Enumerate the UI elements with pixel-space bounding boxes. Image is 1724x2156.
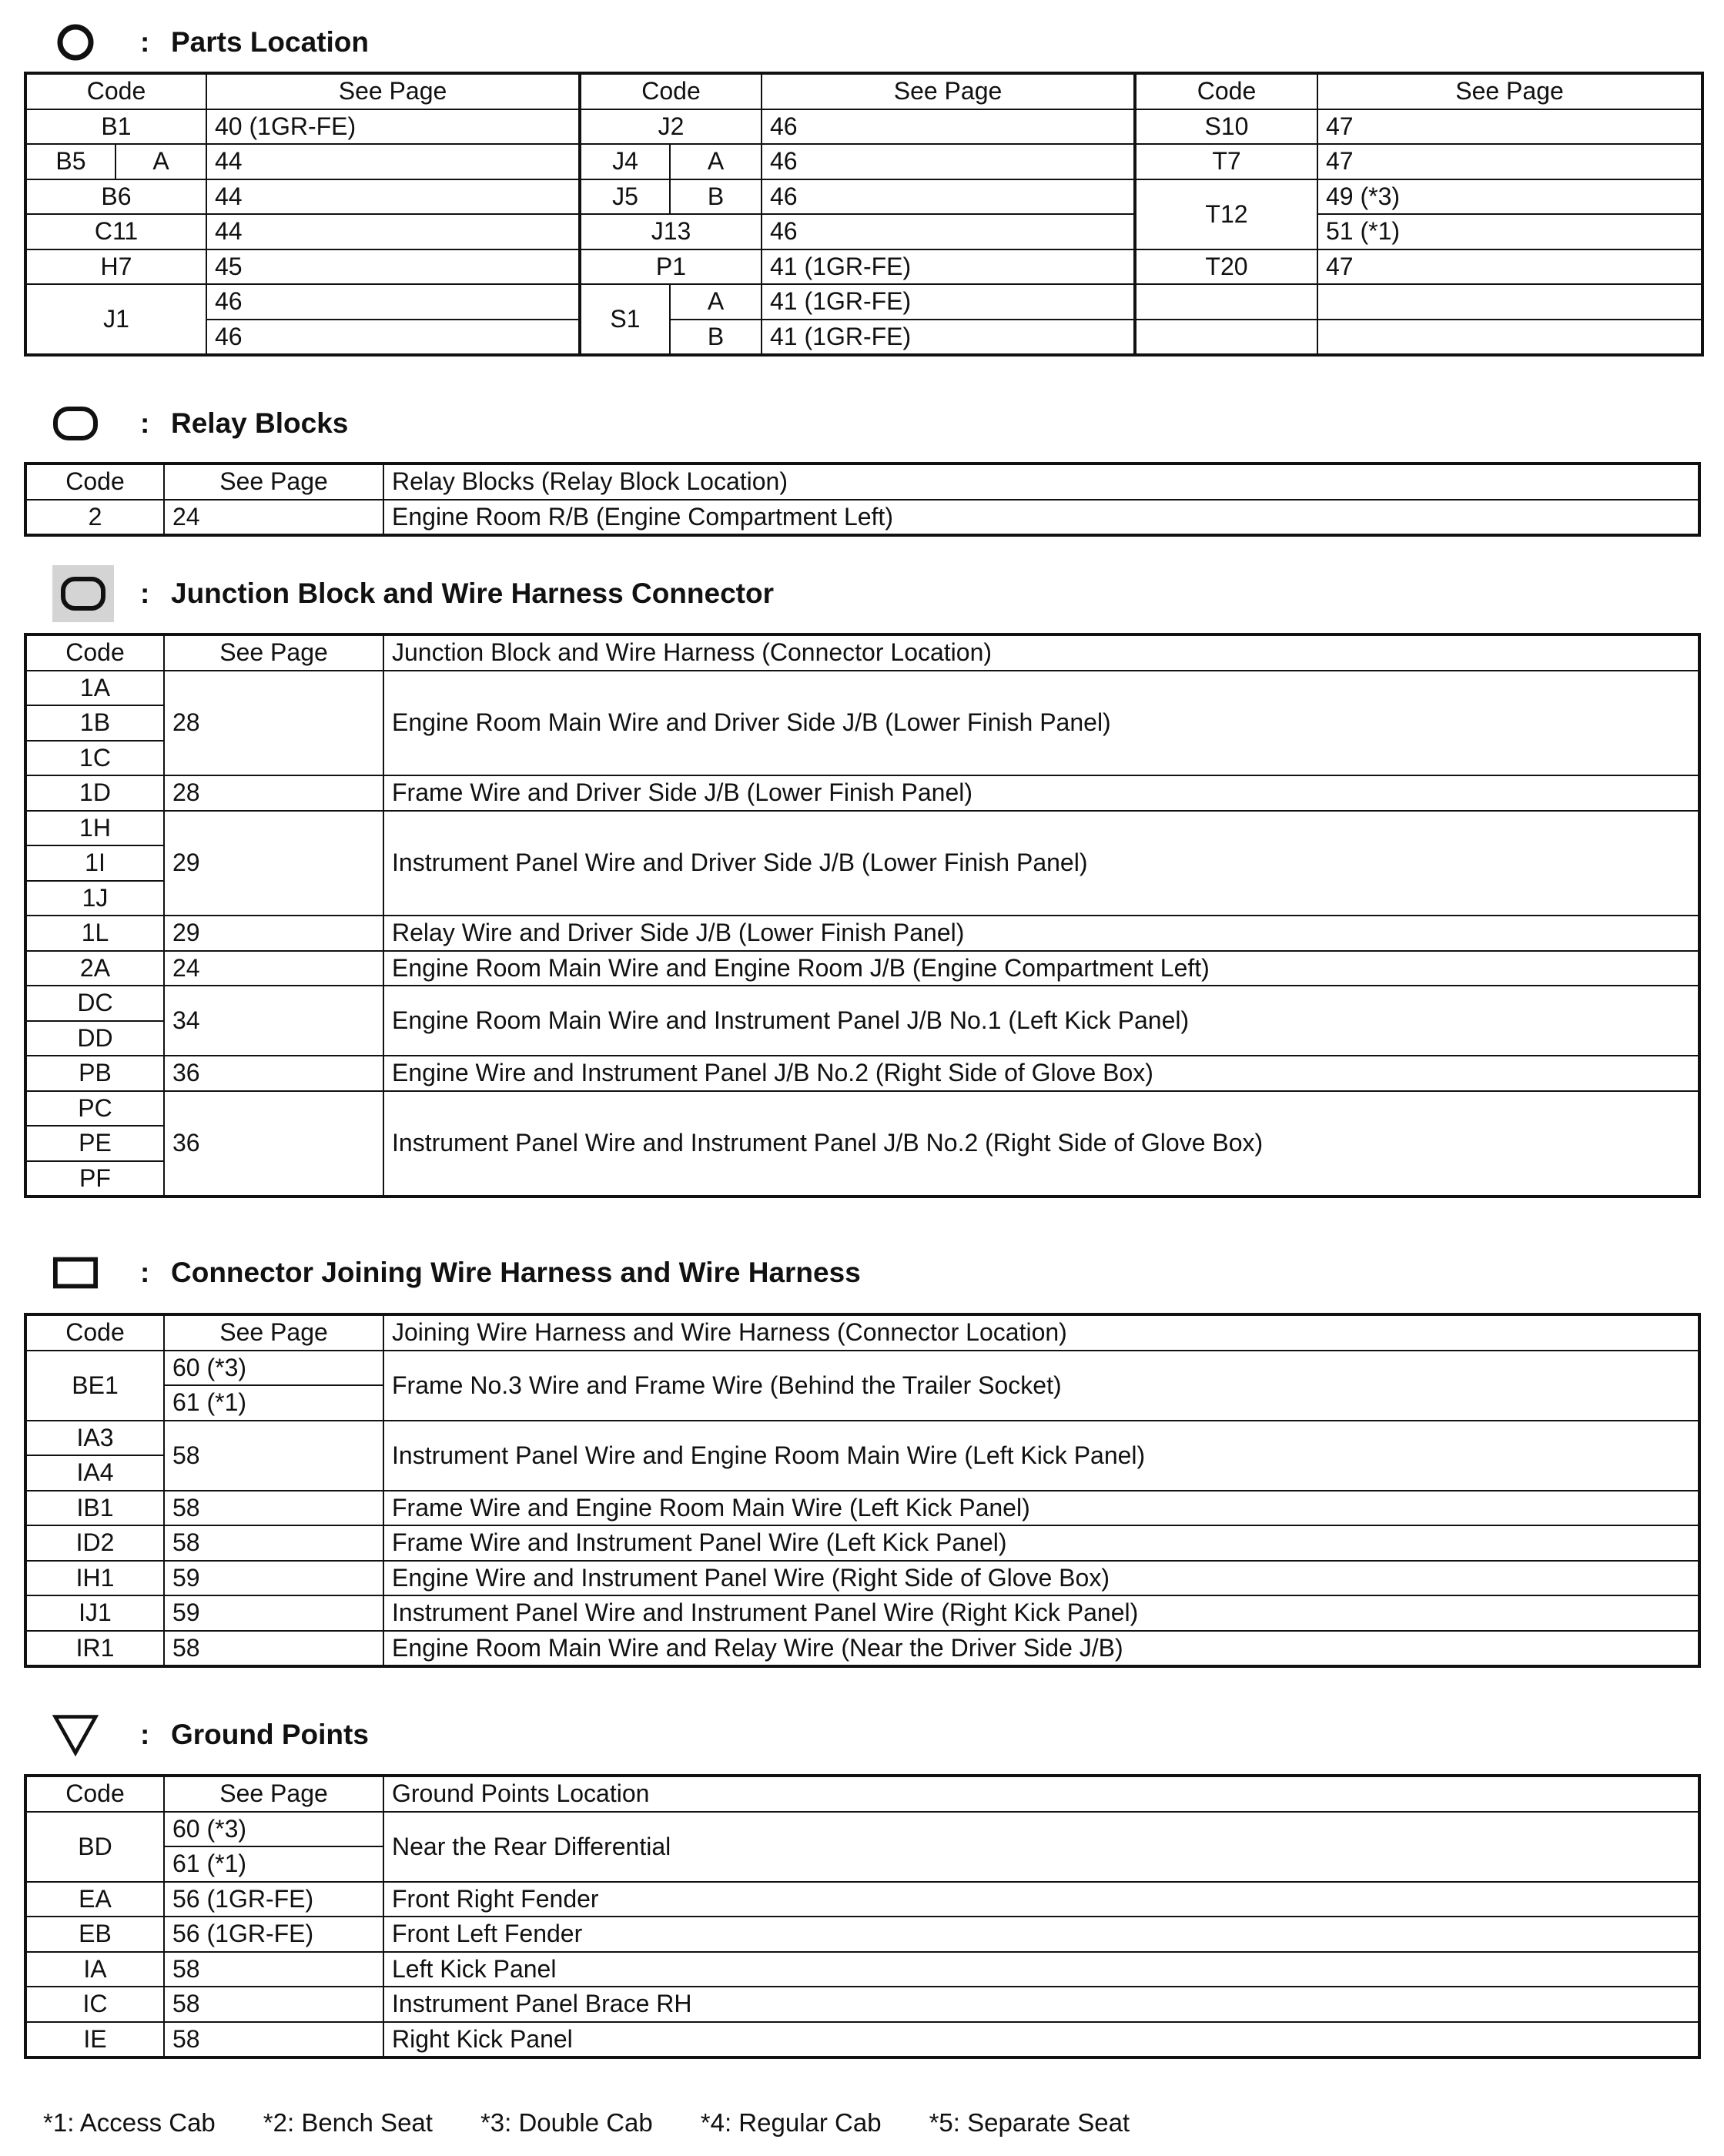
footnote: *5: Separate Seat	[929, 2108, 1130, 2137]
page-cell: 47	[1317, 249, 1702, 285]
page-cell: 40 (1GR-FE)	[206, 109, 580, 145]
page-cell: 45	[206, 249, 580, 285]
code-cell: J1	[25, 284, 206, 355]
page-cell: 46	[206, 284, 580, 320]
table-row	[25, 320, 1702, 356]
page-cell: 46	[762, 109, 1135, 145]
page-cell: 44	[206, 144, 580, 179]
header-see-page: See Page	[164, 1776, 383, 1812]
location-cell: Right Kick Panel	[383, 2022, 1699, 2058]
location-cell: Engine Room Main Wire and Instrument Panel J/B No.1 (Left Kick Panel)	[383, 986, 1699, 1056]
code-cell: 1B	[25, 705, 164, 741]
table-header-row	[25, 73, 1702, 109]
code-cell: IC	[25, 1987, 164, 2022]
table-row	[25, 811, 1699, 846]
code-cell: J13	[580, 214, 762, 249]
header-code: Code	[580, 73, 762, 109]
page-cell: 60 (*3)	[164, 1812, 383, 1847]
table-row	[25, 1917, 1699, 1952]
location-cell: Front Left Fender	[383, 1917, 1699, 1952]
header-code: Code	[1135, 73, 1317, 109]
footnote: *2: Bench Seat	[263, 2108, 433, 2137]
code-cell: J2	[580, 109, 762, 145]
header-code: Code	[25, 464, 164, 500]
code-cell: EB	[25, 1917, 164, 1952]
down-triangle-icon	[52, 1712, 99, 1758]
location-cell: Left Kick Panel	[383, 1952, 1699, 1987]
page-cell: 47	[1317, 144, 1702, 179]
table-row	[25, 249, 1702, 285]
code-cell: 2	[25, 500, 164, 536]
table-row	[25, 1595, 1699, 1631]
ground-points-table	[24, 1774, 1701, 2059]
connector-sub-cell: B	[670, 179, 762, 215]
page-cell: 24	[164, 951, 383, 986]
page-cell: 58	[164, 1491, 383, 1526]
footnote: *1: Access Cab	[43, 2108, 216, 2137]
code-cell: PC	[25, 1091, 164, 1127]
location-cell: Engine Room Main Wire and Relay Wire (Near the Driver Side J/B)	[383, 1631, 1699, 1667]
code-cell: IE	[25, 2022, 164, 2058]
page-cell: 41 (1GR-FE)	[762, 320, 1135, 356]
table-row	[25, 1056, 1699, 1091]
heading-colon: :	[140, 407, 150, 439]
ground-points-heading	[52, 1712, 369, 1758]
empty-cell	[1317, 320, 1702, 356]
relay-blocks-title: Relay Blocks	[171, 407, 349, 439]
rounded-rectangle-icon	[52, 400, 99, 447]
page-cell: 58	[164, 1952, 383, 1987]
page-cell: 49 (*3)	[1317, 179, 1702, 215]
page-cell: 59	[164, 1561, 383, 1596]
page-cell: 46	[762, 214, 1135, 249]
page-cell: 56 (1GR-FE)	[164, 1917, 383, 1952]
page-cell: 58	[164, 1525, 383, 1561]
page-cell: 60 (*3)	[164, 1351, 383, 1386]
header-location: Relay Blocks (Relay Block Location)	[383, 464, 1699, 500]
page-cell: 41 (1GR-FE)	[762, 249, 1135, 285]
location-cell: Frame No.3 Wire and Frame Wire (Behind the Trailer Socket)	[383, 1351, 1699, 1421]
code-cell: IR1	[25, 1631, 164, 1667]
parts-location-title: Parts Location	[171, 26, 369, 58]
header-code: Code	[25, 634, 164, 671]
table-row	[25, 109, 1702, 145]
code-cell: S10	[1135, 109, 1317, 145]
table-row	[25, 1812, 1699, 1847]
location-cell: Front Right Fender	[383, 1882, 1699, 1917]
table-row	[25, 284, 1702, 320]
header-location: Joining Wire Harness and Wire Harness (Connector Location)	[383, 1314, 1699, 1351]
table-header-row	[25, 1314, 1699, 1351]
connector-sub-cell: A	[670, 144, 762, 179]
connector-joining-title: Connector Joining Wire Harness and Wire Harness	[171, 1257, 861, 1288]
page-cell: 28	[164, 775, 383, 811]
location-cell: Instrument Panel Wire and Engine Room Main Wire (Left Kick Panel)	[383, 1421, 1699, 1491]
code-cell: 1C	[25, 741, 164, 776]
page-cell: 58	[164, 2022, 383, 2058]
code-cell: J4	[580, 144, 670, 179]
header-see-page: See Page	[1317, 73, 1702, 109]
location-cell: Instrument Panel Wire and Instrument Panel Wire (Right Kick Panel)	[383, 1595, 1699, 1631]
code-cell: T12	[1135, 179, 1317, 249]
page-cell: 58	[164, 1631, 383, 1667]
code-cell: IJ1	[25, 1595, 164, 1631]
code-cell: PB	[25, 1056, 164, 1091]
header-code: Code	[25, 1314, 164, 1351]
empty-cell	[1317, 284, 1702, 320]
page-cell: 34	[164, 986, 383, 1056]
table-row	[25, 671, 1699, 706]
junction-block-heading	[52, 571, 774, 617]
code-cell: P1	[580, 249, 762, 285]
page-cell: 28	[164, 671, 383, 776]
table-row	[25, 144, 1702, 179]
relay-blocks-table	[24, 462, 1701, 537]
footnote: *4: Regular Cab	[700, 2108, 882, 2137]
code-cell: B6	[25, 179, 206, 215]
code-cell: 1A	[25, 671, 164, 706]
parts-location-heading	[52, 19, 369, 65]
location-cell: Engine Room Main Wire and Engine Room J/B (Engine Compartment Left)	[383, 951, 1699, 986]
code-cell: EA	[25, 1882, 164, 1917]
header-see-page: See Page	[762, 73, 1135, 109]
connector-sub-cell: A	[670, 284, 762, 320]
page-cell: 58	[164, 1421, 383, 1491]
table-row	[25, 1525, 1699, 1561]
ground-points-title: Ground Points	[171, 1719, 369, 1750]
header-code: Code	[25, 73, 206, 109]
junction-block-table	[24, 633, 1701, 1198]
relay-blocks-heading	[52, 400, 348, 447]
table-row	[25, 500, 1699, 536]
connector-sub-cell: A	[115, 144, 206, 179]
code-cell: T20	[1135, 249, 1317, 285]
table-row	[25, 916, 1699, 951]
junction-block-title: Junction Block and Wire Harness Connector	[171, 578, 774, 609]
page-cell: 51 (*1)	[1317, 214, 1702, 249]
header-location: Junction Block and Wire Harness (Connector Location)	[383, 634, 1699, 671]
rectangle-icon	[52, 1250, 99, 1296]
code-cell: IB1	[25, 1491, 164, 1526]
code-cell: ID2	[25, 1525, 164, 1561]
code-cell: B5	[25, 144, 115, 179]
heading-colon: :	[140, 1257, 150, 1288]
code-cell: 1L	[25, 916, 164, 951]
table-row	[25, 1421, 1699, 1456]
location-cell: Engine Room Main Wire and Driver Side J/B (Lower Finish Panel)	[383, 671, 1699, 776]
table-row	[25, 1351, 1699, 1386]
location-cell: Near the Rear Differential	[383, 1812, 1699, 1882]
location-cell: Engine Wire and Instrument Panel J/B No.2 (Right Side of Glove Box)	[383, 1056, 1699, 1091]
page-cell: 46	[762, 144, 1135, 179]
page-cell: 61 (*1)	[164, 1846, 383, 1882]
code-cell: PF	[25, 1161, 164, 1197]
code-cell: IA3	[25, 1421, 164, 1456]
table-row	[25, 951, 1699, 986]
table-row	[25, 1491, 1699, 1526]
page-cell: 47	[1317, 109, 1702, 145]
code-cell: B1	[25, 109, 206, 145]
code-cell: 1D	[25, 775, 164, 811]
page-cell: 46	[762, 179, 1135, 215]
footnotes	[43, 2108, 1177, 2138]
location-cell: Instrument Panel Wire and Driver Side J/B (Lower Finish Panel)	[383, 811, 1699, 916]
location-cell: Instrument Panel Wire and Instrument Panel J/B No.2 (Right Side of Glove Box)	[383, 1091, 1699, 1197]
connector-sub-cell: B	[670, 320, 762, 356]
location-cell: Relay Wire and Driver Side J/B (Lower Finish Panel)	[383, 916, 1699, 951]
code-cell: BD	[25, 1812, 164, 1882]
header-see-page: See Page	[206, 73, 580, 109]
page-cell: 61 (*1)	[164, 1385, 383, 1421]
empty-cell	[1135, 320, 1317, 356]
code-cell: H7	[25, 249, 206, 285]
table-row	[25, 986, 1699, 1021]
code-cell: BE1	[25, 1351, 164, 1421]
code-cell: DD	[25, 1021, 164, 1056]
page-cell: 36	[164, 1056, 383, 1091]
table-row	[25, 775, 1699, 811]
table-row	[25, 214, 1702, 249]
code-cell: T7	[1135, 144, 1317, 179]
heading-colon: :	[140, 1719, 150, 1750]
header-code: Code	[25, 1776, 164, 1812]
code-cell: 1I	[25, 845, 164, 881]
page-cell: 29	[164, 811, 383, 916]
header-see-page: See Page	[164, 634, 383, 671]
shaded-rounded-rectangle-icon	[52, 565, 114, 622]
code-cell: PE	[25, 1126, 164, 1161]
table-header-row	[25, 1776, 1699, 1812]
code-cell: IA	[25, 1952, 164, 1987]
code-cell: DC	[25, 986, 164, 1021]
table-header-row	[25, 634, 1699, 671]
code-cell: C11	[25, 214, 206, 249]
table-row	[25, 1882, 1699, 1917]
heading-colon: :	[140, 26, 150, 58]
page-cell: 41 (1GR-FE)	[762, 284, 1135, 320]
code-cell: 2A	[25, 951, 164, 986]
code-cell: IA4	[25, 1455, 164, 1491]
page-cell: 56 (1GR-FE)	[164, 1882, 383, 1917]
code-cell: IH1	[25, 1561, 164, 1596]
location-cell: Frame Wire and Instrument Panel Wire (Left Kick Panel)	[383, 1525, 1699, 1561]
table-row	[25, 1987, 1699, 2022]
page-cell: 36	[164, 1091, 383, 1197]
page-cell: 46	[206, 320, 580, 356]
table-row	[25, 1952, 1699, 1987]
header-see-page: See Page	[164, 1314, 383, 1351]
footnote: *3: Double Cab	[480, 2108, 653, 2137]
parts-location-table	[24, 72, 1704, 357]
header-see-page: See Page	[164, 464, 383, 500]
location-cell: Frame Wire and Engine Room Main Wire (Left Kick Panel)	[383, 1491, 1699, 1526]
code-cell: 1J	[25, 881, 164, 916]
code-cell: 1H	[25, 811, 164, 846]
table-header-row	[25, 464, 1699, 500]
location-cell: Engine Room R/B (Engine Compartment Left)	[383, 500, 1699, 536]
location-cell: Engine Wire and Instrument Panel Wire (Right Side of Glove Box)	[383, 1561, 1699, 1596]
page-cell: 29	[164, 916, 383, 951]
circle-icon	[52, 19, 99, 65]
page-cell: 59	[164, 1595, 383, 1631]
empty-cell	[1135, 284, 1317, 320]
header-location: Ground Points Location	[383, 1776, 1699, 1812]
table-row	[25, 1631, 1699, 1667]
connector-joining-heading	[52, 1250, 861, 1296]
location-cell: Frame Wire and Driver Side J/B (Lower Finish Panel)	[383, 775, 1699, 811]
page-cell: 58	[164, 1987, 383, 2022]
code-cell: J5	[580, 179, 670, 215]
page-cell: 44	[206, 214, 580, 249]
page-cell: 44	[206, 179, 580, 215]
code-cell: S1	[580, 284, 670, 355]
connector-joining-table	[24, 1313, 1701, 1668]
table-row	[25, 2022, 1699, 2058]
page-cell: 24	[164, 500, 383, 536]
table-row	[25, 1091, 1699, 1127]
heading-colon: :	[140, 578, 150, 609]
table-row	[25, 179, 1702, 215]
table-row	[25, 1561, 1699, 1596]
location-cell: Instrument Panel Brace RH	[383, 1987, 1699, 2022]
